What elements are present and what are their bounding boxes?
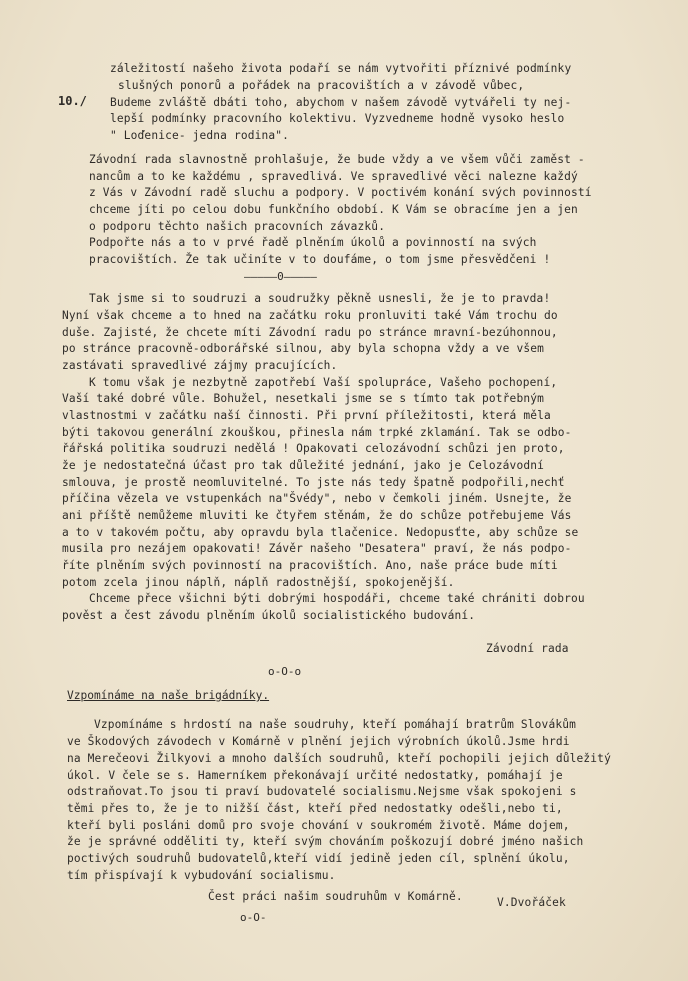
text-line: " Loďenice- jedna rodina". [110,129,290,142]
text-line: poctivých soudruhů budovatelů,kteří vidí jedině jeden cíl, splnění úkolu, [67,852,570,865]
text-line: z Vás v Závodní radě sluchu a podpory. V poctivém konání svých povinností [89,186,592,199]
text-line: pracovištích. Že tak učiníte v to doufáme, o tom jsme přesvědčeni ! [89,253,551,266]
separator: —————0————— [244,270,317,283]
text-line: Podpořte nás a to v prvé řadě plněním úkolů a povinností na svých [89,236,537,249]
text-line: Tak jsme si to soudruzi a soudružky pěkně usnesli, že je to pravda! [89,292,551,305]
text-line: zastávati spravedlivé zájmy pracujících. [62,359,338,372]
text-line: chceme jíti po celou dobu funkčního období. K Vám se obracíme jen a jen [89,203,578,216]
item-number: 10./ [58,94,87,108]
text-line: smlouva, je prostě neomluvitelné. To jste nás tedy špatně podpořili,nechť [62,476,565,489]
closing-line: Čest práci našim soudruhům v Komárně. [208,890,463,903]
signature: Závodní rada [486,642,569,655]
text-line: slušných ponorů a pořádek na pracovištích a v závodě vůbec, [118,79,525,92]
text-line: příčina vězela ve vstupenkách na"Švédy", nebo v čemkoli jiném. Usnejte, že [62,492,572,505]
text-line: Nyní však chceme a to hned na začátku roku pronluviti také Vám trochu do [62,309,558,322]
text-line: musila pro nezájem opakovati! Závěr našeho "Desatera" praví, že nás podpo- [62,542,572,555]
text-line: Závodní rada slavnostně prohlašuje, že bude vždy a ve všem vůči zaměst - [89,153,585,166]
text-line: býti takovou generální zkouškou, přinesla nám trpké zklamání. Tak se odbo- [62,426,572,439]
text-line: že je nedostatečná účast pro tak důležité jednání, jako je Celozávodní [62,459,544,472]
text-line: Budeme zvláště dbáti toho, abychom v našem závodě vytvářeli ty nej- [110,96,572,109]
section-heading: Vzpomínáme na naše brigádníky. [67,689,270,702]
text-line: ani příště nemůžeme mluviti ke čtyřem stěnám, že do schůze potřebujeme Vás [62,509,572,522]
text-line: říte plněním svých povinností na pracovištích. Ano, naše práce bude míti [62,559,558,572]
text-line: nancům a to ke každému , spravedlivá. Ve spravedlivé věci nalezne každý [89,170,578,183]
separator: o-O- [240,911,267,924]
separator: o-O-o [268,665,302,678]
text-line: ve Škodových závodech v Komárně v plnění jejich výrobních úkolů.Jsme hrdi [67,735,570,748]
text-line: a to v takovém počtu, aby opravdu byla tlačenice. Nedopusťte, aby schůze se [62,526,579,539]
text-line: řářská politika soudruzi nedělá ! Opakovati celozávodní schůzi jen proto, [62,442,565,455]
text-line: lepší podmínky pracovního kolektivu. Vyzvedneme hodně vysoko heslo [110,112,565,125]
text-line: duše. Zajisté, že chcete míti Závodní radu po stránce mravní-bezúhonnou, [62,326,558,339]
text-line: vlastnostmi v začátku naší činnosti. Při první příležitosti, která měla [62,409,551,422]
text-line: že je správné odděliti ty, kteří svým chováním poškozují dobré jméno našich [67,835,584,848]
text-line: tím přispívají k vybudování socialismu. [67,869,336,882]
text-line: těmi přes to, že je to nižší část, kteří před nedostatky odešli,nebo ti, [67,802,563,815]
text-line: potom zcela jinou náplň, náplň radostnější, spokojenější. [62,576,455,589]
text-line: po stránce pracovně-odborářské silnou, aby byla schopna vždy a ve všem [62,342,544,355]
text-line: K tomu však je nezbytně zapotřebí Vaší spolupráce, Vašeho pochopení, [89,376,558,389]
text-line: úkol. V čele se s. Hamerníkem překonávají určité nedostatky, pomáhají je [67,769,563,782]
text-line: Chceme přece všichni býti dobrými hospodáři, chceme také chrániti dobrou [89,592,585,605]
text-line: pověst a čest závodu plněním úkolů socialistického budování. [62,609,476,622]
text-line: záležitostí našeho života podaří se nám vytvořiti příznivé podmínky [110,62,572,75]
signature: V.Dvořáček [497,896,566,909]
text-line: odstraňovat.To jsou ti praví budovatelé socialismu.Nejsme však spokojeni s [67,785,577,798]
text-line: o podporu těchto našich pracovních závazků. [89,220,386,233]
text-line: na Merečeovi Žilkyovi a mnoho dalších soudruhů, kteří pochopili jejich důležitý [67,752,611,765]
text-line: Vaší také dobré vůle. Bohužel, nesetkali jsme se s tímto tak potřebným [62,392,544,405]
text-line: Vzpomínáme s hrdostí na naše soudruhy, kteří pomáhají bratrům Slovákům [94,718,576,731]
text-line: kteří byli posláni domů pro svoje chování v soukromém životě. Máme dojem, [67,819,570,832]
